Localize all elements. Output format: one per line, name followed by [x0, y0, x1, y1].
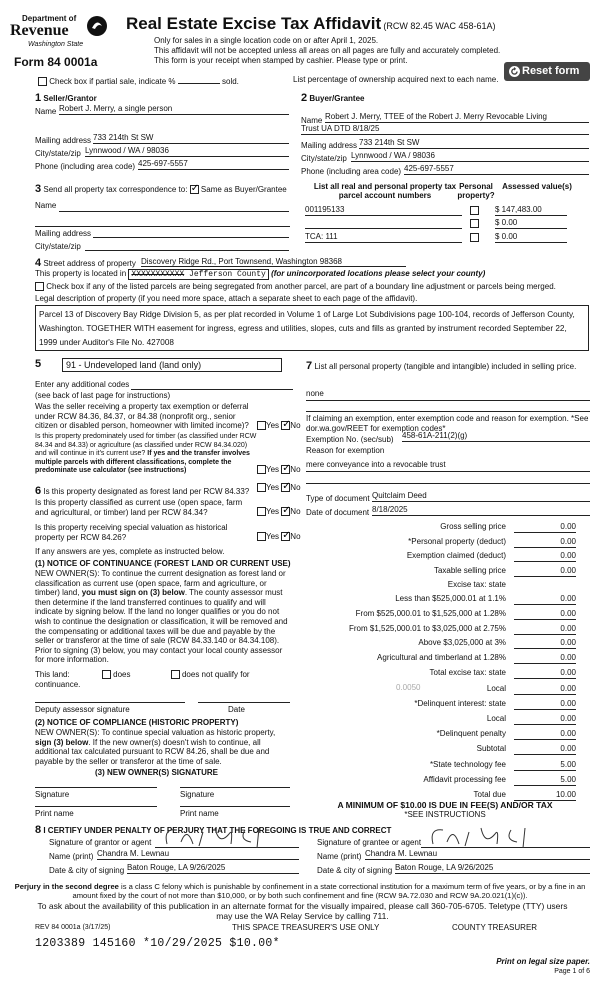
reset-label: Reset form: [522, 65, 580, 77]
seller-phone-row: Phone (including area code) 425-697-5557: [35, 162, 290, 173]
historic-no-checkbox[interactable]: [281, 532, 290, 541]
partial-sale-checkbox[interactable]: [38, 77, 47, 86]
tax-line-value[interactable]: 10.00: [514, 789, 576, 801]
grantor-dc-row: Date & city of signing Baton Rouge, LA 9/26/2025: [49, 866, 299, 878]
deputy-date-label: Date: [228, 705, 245, 714]
notice-1: Only for sales in a single location code on or after April 1, 2025.: [154, 36, 379, 45]
additional-codes-row: Enter any additional codes: [35, 380, 293, 391]
tax-line-value[interactable]: 0.00: [514, 667, 576, 679]
personal-property-checkbox[interactable]: [470, 233, 479, 242]
section-5-number: 5: [35, 358, 42, 370]
segregated-row: Check box if any of the listed parcels are being segregated from another parcel, are part of a boundary line adjustment or parcels being merged.: [35, 282, 556, 291]
tax-line: Gross selling price 0.00: [440, 522, 576, 531]
tax-line-value[interactable]: 0.00: [514, 698, 576, 710]
section-6-number: 6: [35, 485, 42, 497]
tax-line: From $525,000.01 to $1,525,000 at 1.28% 0.00: [355, 609, 576, 618]
compliance-heading: (2) NOTICE OF COMPLIANCE (HISTORIC PROPERTY): [35, 718, 239, 727]
forest-question: 6 Is this property designated as forest land per RCW 84.33?: [35, 485, 250, 497]
buyer-name-row: Name Robert J. Merry, TTEE of the Robert J. Merry Revocable Living Trust UA DTD 8/18/25: [301, 112, 589, 136]
grantee-name-field[interactable]: Chandra M. Lewnau: [365, 849, 590, 860]
seller-phone-field[interactable]: 425-697-5557: [138, 159, 289, 170]
compliance-text: NEW OWNER(S): To continue special valuation as historic property, sign (3) below. If the new owner(s) doesn't wish to continue, all additional tax calculated pursuant to RCW 84.26, shall be due and payable by the seller or transferor at the time of sale.: [35, 728, 276, 766]
partial-sold-label: sold.: [222, 77, 239, 86]
personal-col-header: Personal property?: [457, 182, 495, 200]
grantee-sig-row: Signature of grantee or agent: [317, 838, 590, 850]
partial-sale-row: [38, 77, 239, 86]
section-1-number: 1: [35, 92, 42, 104]
tax-line: *Delinquent penalty 0.00: [436, 729, 576, 738]
historic-yes-checkbox[interactable]: [257, 532, 266, 541]
tax-line-value[interactable]: 0.00: [514, 637, 576, 649]
buyer-name-field[interactable]: Robert J. Merry, TTEE of the Robert J. Merry Revocable Living: [325, 112, 589, 123]
tax-line: Exemption claimed (deduct) 0.00: [406, 551, 576, 560]
parcel-row: [305, 218, 590, 230]
doc-type-field[interactable]: Quitclaim Deed: [372, 491, 590, 502]
exemption-no-field[interactable]: 458-61A-211(2)(g): [402, 431, 590, 442]
tax-line-value[interactable]: 0.00: [514, 608, 576, 620]
county-select-value: Jefferson County: [189, 270, 266, 279]
if-yes-note: If any answers are yes, complete as instructed below.: [35, 547, 225, 556]
personal-property-field-line2[interactable]: [306, 402, 590, 412]
revision-label: REV 84 0001a (3/17/25): [35, 924, 111, 931]
dor-swirl-icon: [86, 14, 108, 38]
same-as-buyer-checkbox[interactable]: [190, 185, 199, 194]
seller-heading: 1 Seller/Grantor: [35, 92, 97, 104]
seller-mail-row: Mailing address 733 214th St SW: [35, 136, 290, 147]
timber-question: Is this property predominately used for timber (as classified under RCW 84.34 and 84.33) or agriculture (as classified under RCW 84.34.020) and will continue in it's current use? If yes and the transfer involves multiple parcels with different classifications, complete the predominate use calculator (see instructions): [35, 433, 257, 474]
buyer-phone-field[interactable]: 425-697-5557: [404, 164, 589, 175]
grantor-name-field[interactable]: Chandra M. Lewnau: [97, 849, 299, 860]
grantor-sig-row: Signature of grantor or agent: [49, 838, 299, 850]
buyer-mail-field[interactable]: 733 214th St SW: [359, 138, 589, 149]
grantor-signature-image: [159, 824, 299, 850]
tax-line-value[interactable]: 5.00: [514, 759, 576, 771]
buyer-city-field[interactable]: Lynnwood / WA / 98036: [351, 151, 589, 162]
continuance-heading: (1) NOTICE OF CONTINUANCE (FOREST LAND OR CURRENT USE): [35, 559, 291, 568]
tax-line-value[interactable]: 0.00: [514, 550, 576, 562]
parcel-field[interactable]: TCA: 111: [305, 232, 462, 243]
owner-print-field[interactable]: [35, 806, 157, 807]
doc-date-row: Date of document 8/18/2025: [306, 508, 590, 519]
correspondence-row: 3 Send all property tax correspondence to: ✓ Same as Buyer/Grantee: [35, 183, 287, 195]
exemption-yn: Yes ✓ No: [257, 421, 301, 430]
corr-name-row: Name: [35, 201, 290, 212]
county-treasurer-label: COUNTY TREASURER: [452, 923, 538, 932]
form-title: [126, 14, 496, 34]
exemption-no-checkbox[interactable]: [281, 421, 290, 430]
county-select-placeholder: XXXXXXXXXXX: [131, 270, 185, 279]
owner-print-field-2[interactable]: [180, 806, 290, 807]
tax-line-value[interactable]: 0.00: [514, 593, 576, 605]
doc-type-row: Type of document Quitclaim Deed: [306, 494, 590, 505]
parcel-col-header: List all real and personal property tax parcel account numbers: [313, 182, 457, 200]
grantee-date-city-field[interactable]: Baton Rouge, LA 9/26/2025: [395, 863, 590, 874]
forest-yn: Yes ✓ No: [257, 483, 301, 492]
owner-print-label-2: Print name: [180, 809, 219, 818]
doc-date-field[interactable]: 8/18/2025: [372, 505, 590, 516]
continuance-text: NEW OWNER(S): To continue the current designation as forest land or classification as current use (open space, farm and agriculture, or timber) land, you must sign on (3) below. The county assessor must then determine if the land transferred continues to qualify and will indicate by signing below. If the land no longer qualifies or you do not wish to continue the designation or classification, it will be removed and the compensating or additional taxes will be due and payable by the seller or transferor at the time of sale (RCW 84.33.140 or 84.34.108). Prior to signing (3) below, you may contact your local county assessor for more information.: [35, 569, 288, 665]
buyer-mail-row: Mailing address 733 214th St SW: [301, 141, 589, 152]
treasurer-use-label: THIS SPACE TREASURER'S USE ONLY: [232, 923, 380, 932]
form-number: Form 84 0001a: [14, 55, 98, 69]
tax-line-value[interactable]: 0.00: [514, 623, 576, 635]
tax-line: Subtotal 0.00: [476, 744, 576, 753]
exemption-no-row: Exemption No. (sec/sub) 458-61A-211(2)(g): [306, 435, 590, 446]
does-qualify-checkbox[interactable]: [102, 670, 111, 679]
accessibility-notice: To ask about the availability of this publication in an alternate format for the visually impaired, please call 360-705-6705. Teletype (TTY) users may use the WA Relay Service by calling 711.: [37, 901, 568, 921]
notice-3: This form is your receipt when stamped by cashier. Please type or print.: [154, 56, 408, 65]
assessed-col-header: Assessed value(s): [502, 182, 572, 191]
corr-name-field-line2[interactable]: [35, 216, 290, 227]
grantee-name-row: Name (print) Chandra M. Lewnau: [317, 852, 590, 864]
seller-city-row: City/state/zip Lynnwood / WA / 98036: [35, 149, 290, 160]
does-not-qualify-checkbox[interactable]: [171, 670, 180, 679]
tax-line-value[interactable]: 5.00: [514, 774, 576, 786]
personal-property-text: 7 List all personal property (tangible and intangible) included in selling price.: [306, 360, 577, 372]
dept-line1: Department of: [22, 14, 77, 23]
reason-field-line2[interactable]: [306, 474, 590, 484]
land-use-select[interactable]: 91 - Undeveloped land (land only): [62, 358, 282, 372]
deputy-signature-label: Deputy assessor signature: [35, 705, 130, 714]
continuance-word: continuance.: [35, 680, 81, 689]
grantee-signature-image: [425, 824, 565, 850]
corr-name-field[interactable]: [59, 201, 289, 212]
notice-2: This affidavit will not be accepted unless all areas on all pages are fully and accurately completed.: [154, 46, 501, 55]
parcel-row: [305, 205, 590, 217]
section-4-number: 4: [35, 257, 42, 269]
personal-property-checkbox[interactable]: [470, 206, 479, 215]
dor-logo: [10, 14, 108, 58]
section-3-number: 3: [35, 183, 42, 195]
forest-no-checkbox[interactable]: [281, 483, 290, 492]
seller-name-field[interactable]: Robert J. Merry, a single person: [59, 104, 289, 115]
corr-city-field[interactable]: [85, 240, 289, 251]
parcel-field[interactable]: [305, 218, 462, 229]
buyer-phone-row: Phone (including area code) 425-697-5557: [301, 167, 589, 178]
timber-no-checkbox[interactable]: [281, 465, 290, 474]
historic-yn: Yes ✓ No: [257, 532, 301, 541]
grantee-dc-row: Date & city of signing Baton Rouge, LA 9/26/2025: [317, 866, 590, 878]
county-select[interactable]: [128, 269, 268, 280]
reason-label: Reason for exemption: [306, 446, 385, 455]
segregated-checkbox[interactable]: [35, 282, 44, 291]
exemption-yes-checkbox[interactable]: [257, 421, 266, 430]
forest-yes-checkbox[interactable]: [257, 483, 266, 492]
tax-line: Total excise tax: state 0.00: [429, 668, 576, 677]
corr-mail-row: Mailing address: [35, 229, 290, 240]
additional-codes-field[interactable]: [131, 380, 293, 390]
county-row: This property is located in XXXXXXXXXXX Jefferson County (for unincorporated locations please select your county): [35, 269, 486, 279]
personal-property-field[interactable]: none: [306, 389, 590, 401]
tax-line-value[interactable]: 0.00: [514, 728, 576, 740]
seller-city-field[interactable]: Lynnwood / WA / 98036: [85, 146, 289, 157]
personal-property-checkbox[interactable]: [470, 219, 479, 228]
tax-line: Taxable selling price 0.00: [433, 566, 576, 575]
tax-line-value[interactable]: 0.00: [514, 652, 576, 664]
legal-paper-note: Print on legal size paper.: [496, 957, 590, 966]
deputy-date-field[interactable]: [198, 702, 290, 703]
current-use-yes-checkbox[interactable]: [257, 507, 266, 516]
tax-line: *State technology fee 5.00: [429, 760, 576, 769]
reason-field[interactable]: mere conveyance into a revocable trust: [306, 460, 590, 472]
legal-desc-label: Legal description of property (if you need more space, attach a separate sheet to each page of the affidavit).: [35, 294, 418, 303]
buyer-name-field-line2[interactable]: Trust UA DTD 8/18/25: [301, 124, 589, 135]
owner-signature-field-2[interactable]: [180, 787, 290, 788]
assessed-value-field[interactable]: $ 0.00: [495, 218, 567, 229]
street-row: 4 Street address of property Discovery Ridge Rd., Port Townsend, Washington 98368: [35, 257, 590, 269]
tax-line-value[interactable]: 0.00: [514, 743, 576, 755]
parcel-row: [305, 232, 590, 244]
owner-signature-label: Signature: [35, 790, 70, 799]
tax-line-value[interactable]: 0.00: [514, 683, 576, 695]
partial-percent-field[interactable]: [178, 83, 220, 84]
title-rcw: (RCW 82.45 WAC 458-61A): [383, 21, 496, 31]
seller-mail-field[interactable]: 733 214th St SW: [93, 133, 289, 144]
see-instructions: *SEE INSTRUCTIONS: [404, 810, 486, 819]
tax-line: Local 0.00: [486, 714, 576, 723]
reset-form-button[interactable]: [504, 62, 590, 81]
dept-line3: Washington State: [28, 41, 84, 48]
local-rate-field[interactable]: 0.0050: [396, 683, 421, 692]
codes-note: (see back of last page for instructions): [35, 391, 171, 400]
tax-line: Excise tax: state: [447, 580, 506, 589]
partial-sale-label: Check box if partial sale, indicate %: [49, 77, 176, 86]
seller-name-row: Name Robert J. Merry, a single person: [35, 107, 290, 118]
owner-signature-label-2: Signature: [180, 790, 215, 799]
tax-line: From $1,525,000.01 to $3,025,000 at 2.75% 0.00: [348, 624, 576, 633]
current-use-yn: Yes ✓ No: [257, 507, 301, 516]
buyer-city-row: City/state/zip Lynnwood / WA / 98036: [301, 154, 589, 165]
grantor-name-row: Name (print) Chandra M. Lewnau: [49, 852, 299, 864]
tax-line: Total due 10.00: [473, 790, 576, 799]
section-8-number: 8: [35, 824, 42, 836]
section-2-number: 2: [301, 92, 308, 104]
title-text: Real Estate Excise Tax Affidavit: [126, 14, 382, 33]
tax-line: Agricultural and timberland at 1.28% 0.00: [377, 653, 576, 662]
this-land-row: This land: does does not qualify for: [35, 670, 250, 679]
owner-signature-field[interactable]: [35, 787, 157, 788]
legal-desc-field[interactable]: Parcel 13 of Discovery Bay Ridge Division 5, as per plat recorded in Volume 1 of Large Lot Subdivisions page 100-104, records of Jefferson County, Washington. TOGETHER WITH easement for ingress, egress and utilities, slopes, cuts and fills as granted by instrument recorded September 22, 1999 under Auditor's File No. 427008: [35, 305, 589, 351]
timber-yn: Yes ✓ No: [257, 465, 301, 474]
historic-question: Is this property receiving special valuation as historical property per RCW 84.26?: [35, 523, 228, 542]
buyer-heading: 2 Buyer/Grantee: [301, 92, 365, 104]
grantor-date-city-field[interactable]: Baton Rouge, LA 9/26/2025: [127, 863, 299, 874]
exemption-question: Was the seller receiving a property tax exemption or deferral under RCW 84.36, 84.37, or 84.38 (nonprofit org., senior citizen or disabled person, homeowner with limited income)?: [35, 402, 249, 430]
street-field[interactable]: Discovery Ridge Rd., Port Townsend, Washington 98368: [141, 257, 406, 267]
minimum-notice: A MINIMUM OF $10.00 IS DUE IN FEE(S) AND/OR TAX: [337, 800, 553, 810]
current-use-question: Is this property classified as current use (open space, farm and agricultural, or timber) land per RCW 84.34?: [35, 498, 243, 517]
current-use-no-checkbox[interactable]: [281, 507, 290, 516]
tax-line: Local 0.00: [486, 684, 576, 693]
reset-icon: [508, 65, 521, 78]
corr-mail-field[interactable]: [93, 227, 289, 238]
tax-line-value[interactable]: 0.00: [514, 565, 576, 577]
assessed-value-field[interactable]: $ 147,483.00: [495, 205, 567, 216]
tax-line-value[interactable]: 0.00: [514, 521, 576, 533]
deputy-signature-field[interactable]: [35, 702, 185, 703]
tax-line: Affidavit processing fee 5.00: [423, 775, 576, 784]
section-7-number: 7: [306, 360, 313, 372]
certify-heading: 8 I CERTIFY UNDER PENALTY OF PERJURY THAT THE FOREGOING IS TRUE AND CORRECT: [35, 824, 392, 836]
tax-line: Above $3,025,000 at 3% 0.00: [418, 638, 576, 647]
parcel-field[interactable]: 001195133: [305, 205, 462, 216]
tax-line: *Delinquent interest: state 0.00: [414, 699, 576, 708]
exemption-text: If claiming an exemption, enter exemption code and reason for exemption. *See dor.wa.gov/REET for exemption codes*: [306, 414, 589, 433]
tax-line: Less than $525,000.01 at 1.1% 0.00: [395, 594, 576, 603]
ownership-note: List percentage of ownership acquired next to each name.: [293, 75, 499, 84]
tax-line-value[interactable]: 0.00: [514, 536, 576, 548]
corr-city-row: City/state/zip: [35, 242, 290, 253]
owner-print-label: Print name: [35, 809, 74, 818]
new-owner-heading: (3) NEW OWNER(S) SIGNATURE: [95, 768, 218, 777]
tax-line-value[interactable]: 0.00: [514, 713, 576, 725]
cashier-stamp: 1203389 145160 *10/29/2025 $10.00*: [35, 937, 280, 950]
tax-line: *Personal property (deduct) 0.00: [408, 537, 576, 546]
assessed-value-field[interactable]: $ 0.00: [495, 232, 567, 243]
dept-line2: Revenue: [10, 22, 69, 39]
perjury-notice: Perjury in the second degree is a class C felony which is punishable by confinement in a state correctional institution for a maximum term of five years, or by a fine in an amount fixed by the court of not more than $10,000, or by both such confinement and fine (RCW 9A.72.030 and RCW 9A.20.021(1)(c)).: [14, 882, 586, 900]
timber-yes-checkbox[interactable]: [257, 465, 266, 474]
page-number: Page 1 of 6: [554, 968, 590, 975]
